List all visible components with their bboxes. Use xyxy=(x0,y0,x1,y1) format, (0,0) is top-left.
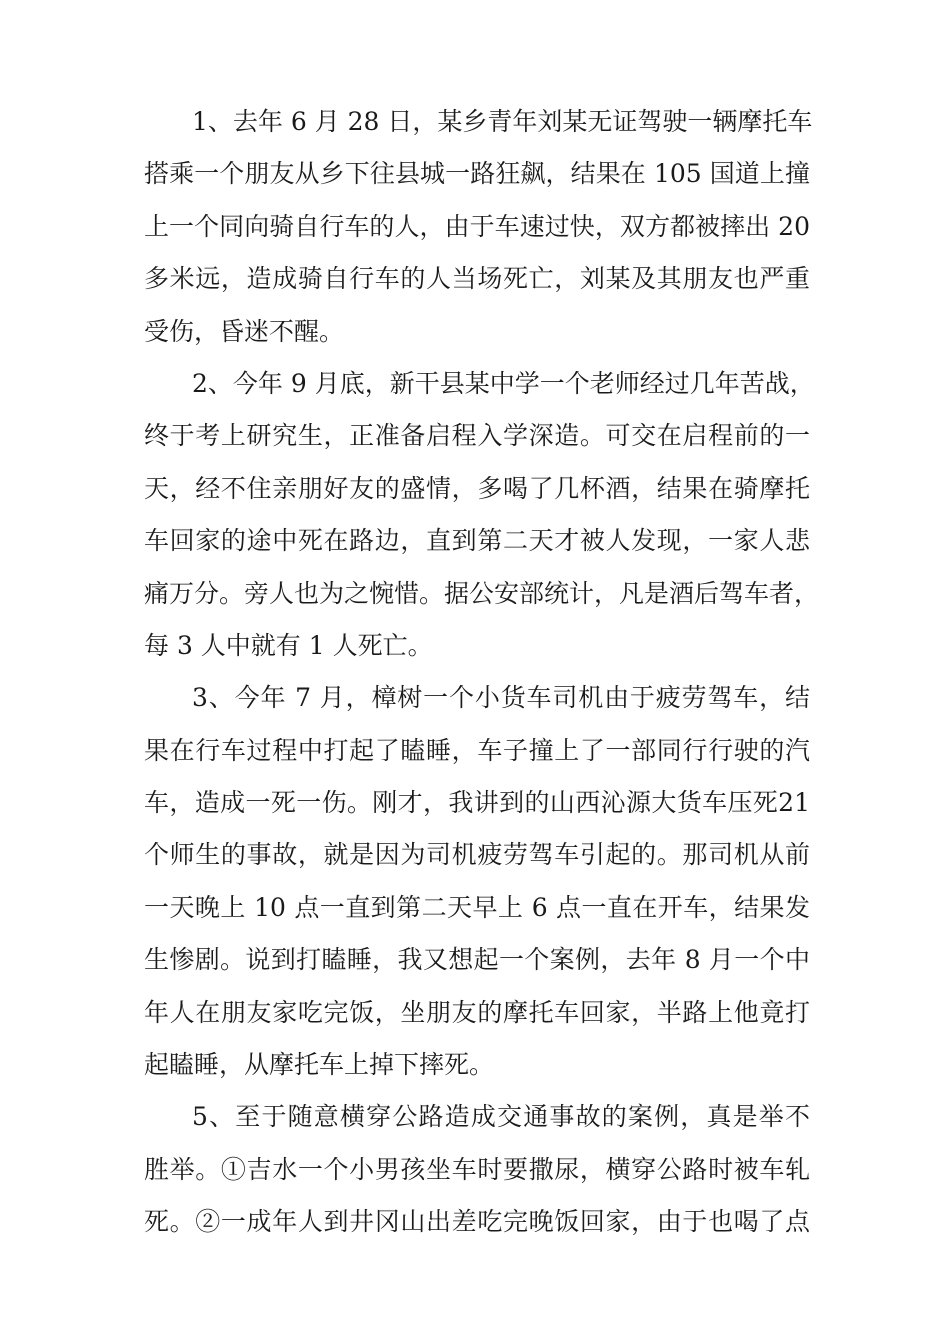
paragraph-accident-2 xyxy=(144,358,820,672)
text-line: 车，造成一死一伤。刚才，我讲到的山西沁源大货车压死21 xyxy=(144,788,810,818)
text-line: 一天晚上 10 点一直到第二天早上 6 点一直在开车，结果发 xyxy=(144,892,810,922)
text-line: 天，经不住亲朋好友的盛情，多喝了几杯酒，结果在骑摩托 xyxy=(144,473,810,503)
text-line: 个师生的事故，就是因为司机疲劳驾车引起的。那司机从前 xyxy=(144,840,810,870)
text-line: 车回家的途中死在路边，直到第二天才被人发现，一家人悲 xyxy=(144,526,810,556)
paragraph-accident-5 xyxy=(144,1091,810,1248)
text-line: 5、至于随意横穿公路造成交通事故的案例，真是举不 xyxy=(192,1102,810,1132)
text-line: 痛万分。旁人也为之惋惜。据公安部统计，凡是酒后驾车者， xyxy=(144,578,820,608)
text-line: 2、今年 9 月底，新干县某中学一个老师经过几年苦战， xyxy=(192,368,815,398)
text-line: 1、去年 6 月 28 日，某乡青年刘某无证驾驶一辆摩托车 xyxy=(192,107,813,136)
text-line: 死。②一成年人到井冈山出差吃完晚饭回家，由于也喝了点 xyxy=(144,1207,810,1237)
text-line: 3、今年 7 月，樟树一个小货车司机由于疲劳驾车，结 xyxy=(192,683,810,713)
text-line: 受伤，昏迷不醒。 xyxy=(144,316,345,346)
text-line: 每 3 人中就有 1 人死亡。 xyxy=(144,630,433,660)
text-line: 多米远，造成骑自行车的人当场死亡，刘某及其朋友也严重 xyxy=(144,264,810,294)
text-line: 上一个同向骑自行车的人，由于车速过快，双方都被摔出 20 xyxy=(144,211,810,241)
paragraph-accident-1 xyxy=(144,96,813,358)
text-line: 终于考上研究生，正准备启程入学深造。可交在启程前的一 xyxy=(144,421,810,451)
text-line: 起瞌睡，从摩托车上掉下摔死。 xyxy=(144,1050,495,1080)
text-line: 胜举。①吉水一个小男孩坐车时要撒尿，横穿公路时被车轧 xyxy=(144,1154,810,1184)
paragraph-accident-3 xyxy=(144,672,810,1091)
document-body xyxy=(144,96,820,1249)
text-line: 果在行车过程中打起了瞌睡，车子撞上了一部同行行驶的汽 xyxy=(144,735,810,765)
text-line: 生惨剧。说到打瞌睡，我又想起一个案例，去年 8 月一个中 xyxy=(144,945,810,975)
text-line: 搭乘一个朋友从乡下往县城一路狂飙，结果在 105 国道上撞 xyxy=(144,159,810,189)
text-line: 年人在朋友家吃完饭，坐朋友的摩托车回家，半路上他竟打 xyxy=(144,997,810,1027)
